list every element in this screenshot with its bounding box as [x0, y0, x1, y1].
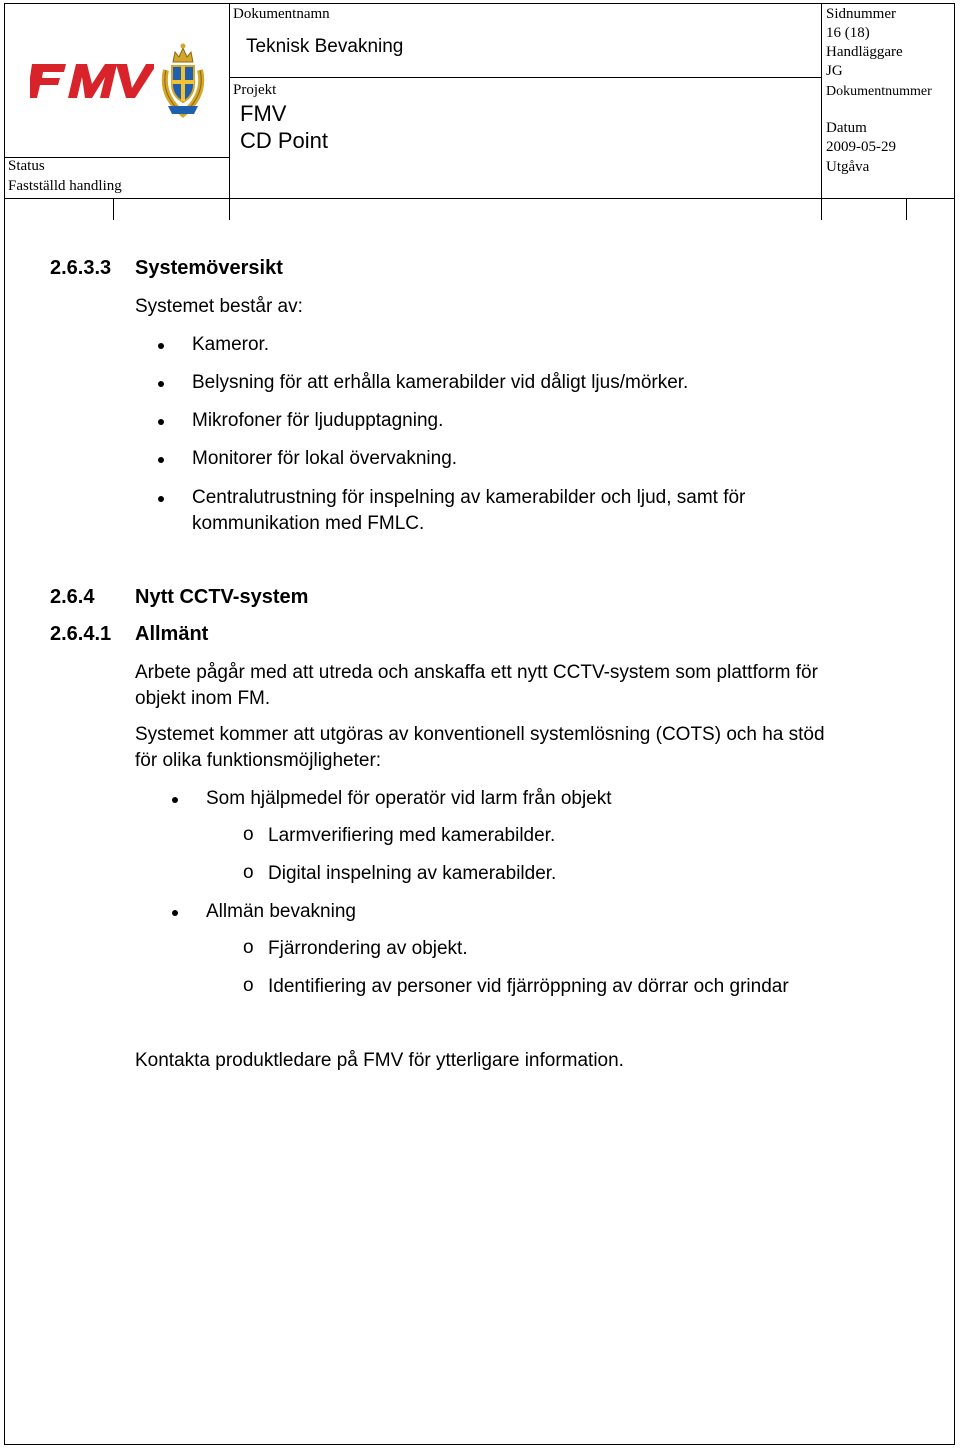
crown-emblem-icon: [158, 40, 208, 120]
sub-list-item: Digital inspelning av kamerabilder.: [268, 863, 557, 884]
section-number: 2.6.4: [50, 586, 95, 608]
bullet-icon: [172, 797, 178, 803]
section-number: 2.6.3.3: [50, 257, 112, 279]
paragraph-line: Arbete pågår med att utreda och anskaffa ett nytt CCTV-system som plattform för: [135, 662, 818, 683]
dokumentnamn-value: Teknisk Bevakning: [246, 36, 404, 57]
header-tick: [229, 198, 230, 220]
list-item: Mikrofoner för ljudupptagning.: [192, 410, 444, 431]
handlaggare-value: JG: [826, 63, 843, 79]
bullet-icon: [158, 381, 164, 387]
list-item: Belysning för att erhålla kamerabilder vid dåligt ljus/mörker.: [192, 372, 689, 393]
status-value: Fastställd handling: [8, 178, 122, 194]
header-divider: [229, 3, 230, 199]
datum-label: Datum: [826, 120, 867, 136]
header-tick: [113, 198, 114, 220]
header-divider: [4, 198, 955, 199]
circle-bullet-icon: o: [243, 975, 254, 996]
bullet-icon: [158, 457, 164, 463]
fmv-logo: [30, 52, 154, 102]
datum-value: 2009-05-29: [826, 139, 896, 155]
header-tick: [821, 198, 822, 220]
list-item: Som hjälpmedel för operatör vid larm från objekt: [206, 788, 612, 809]
list-item: Centralutrustning för inspelning av kamerabilder och ljud, samt för: [192, 487, 746, 508]
status-label: Status: [8, 158, 45, 174]
paragraph: Systemet består av:: [135, 296, 303, 317]
bullet-icon: [172, 910, 178, 916]
projekt-value-1: FMV: [240, 101, 287, 126]
sub-list-item: Identifiering av personer vid fjärröppning av dörrar och grindar: [268, 976, 789, 997]
sidnummer-value: 16 (18): [826, 25, 870, 41]
bullet-icon: [158, 496, 164, 502]
handlaggare-label: Handläggare: [826, 44, 903, 60]
projekt-label: Projekt: [233, 82, 277, 98]
list-item-continuation: kommunikation med FMLC.: [192, 513, 425, 534]
circle-bullet-icon: o: [243, 937, 254, 958]
paragraph-line: för olika funktionsmöjligheter:: [135, 750, 382, 771]
list-item: Kameror.: [192, 334, 270, 355]
dokumentnummer-label: Dokumentnummer: [826, 84, 932, 99]
utgava-label: Utgåva: [826, 159, 870, 175]
projekt-value-2: CD Point: [240, 128, 329, 153]
bullet-icon: [158, 343, 164, 349]
sub-list-item: Larmverifiering med kamerabilder.: [268, 825, 556, 846]
paragraph-line: objekt inom FM.: [135, 688, 271, 709]
header-divider: [229, 77, 821, 78]
sidnummer-label: Sidnummer: [826, 6, 896, 22]
section-title: Nytt CCTV-system: [135, 586, 309, 608]
closing-paragraph: Kontakta produktledare på FMV för ytterligare information.: [135, 1050, 624, 1071]
list-item: Monitorer för lokal övervakning.: [192, 448, 458, 469]
bullet-icon: [158, 419, 164, 425]
paragraph-line: Systemet kommer att utgöras av konventionell systemlösning (COTS) och ha stöd: [135, 724, 825, 745]
sub-list-item: Fjärrondering av objekt.: [268, 938, 468, 959]
circle-bullet-icon: o: [243, 862, 254, 883]
circle-bullet-icon: o: [243, 824, 254, 845]
section-title: Allmänt: [135, 623, 209, 645]
section-number: 2.6.4.1: [50, 623, 112, 645]
list-item: Allmän bevakning: [206, 901, 356, 922]
dokumentnamn-label: Dokumentnamn: [233, 6, 330, 22]
header-divider: [821, 3, 822, 199]
section-title: Systemöversikt: [135, 257, 283, 279]
header-tick: [906, 198, 907, 220]
